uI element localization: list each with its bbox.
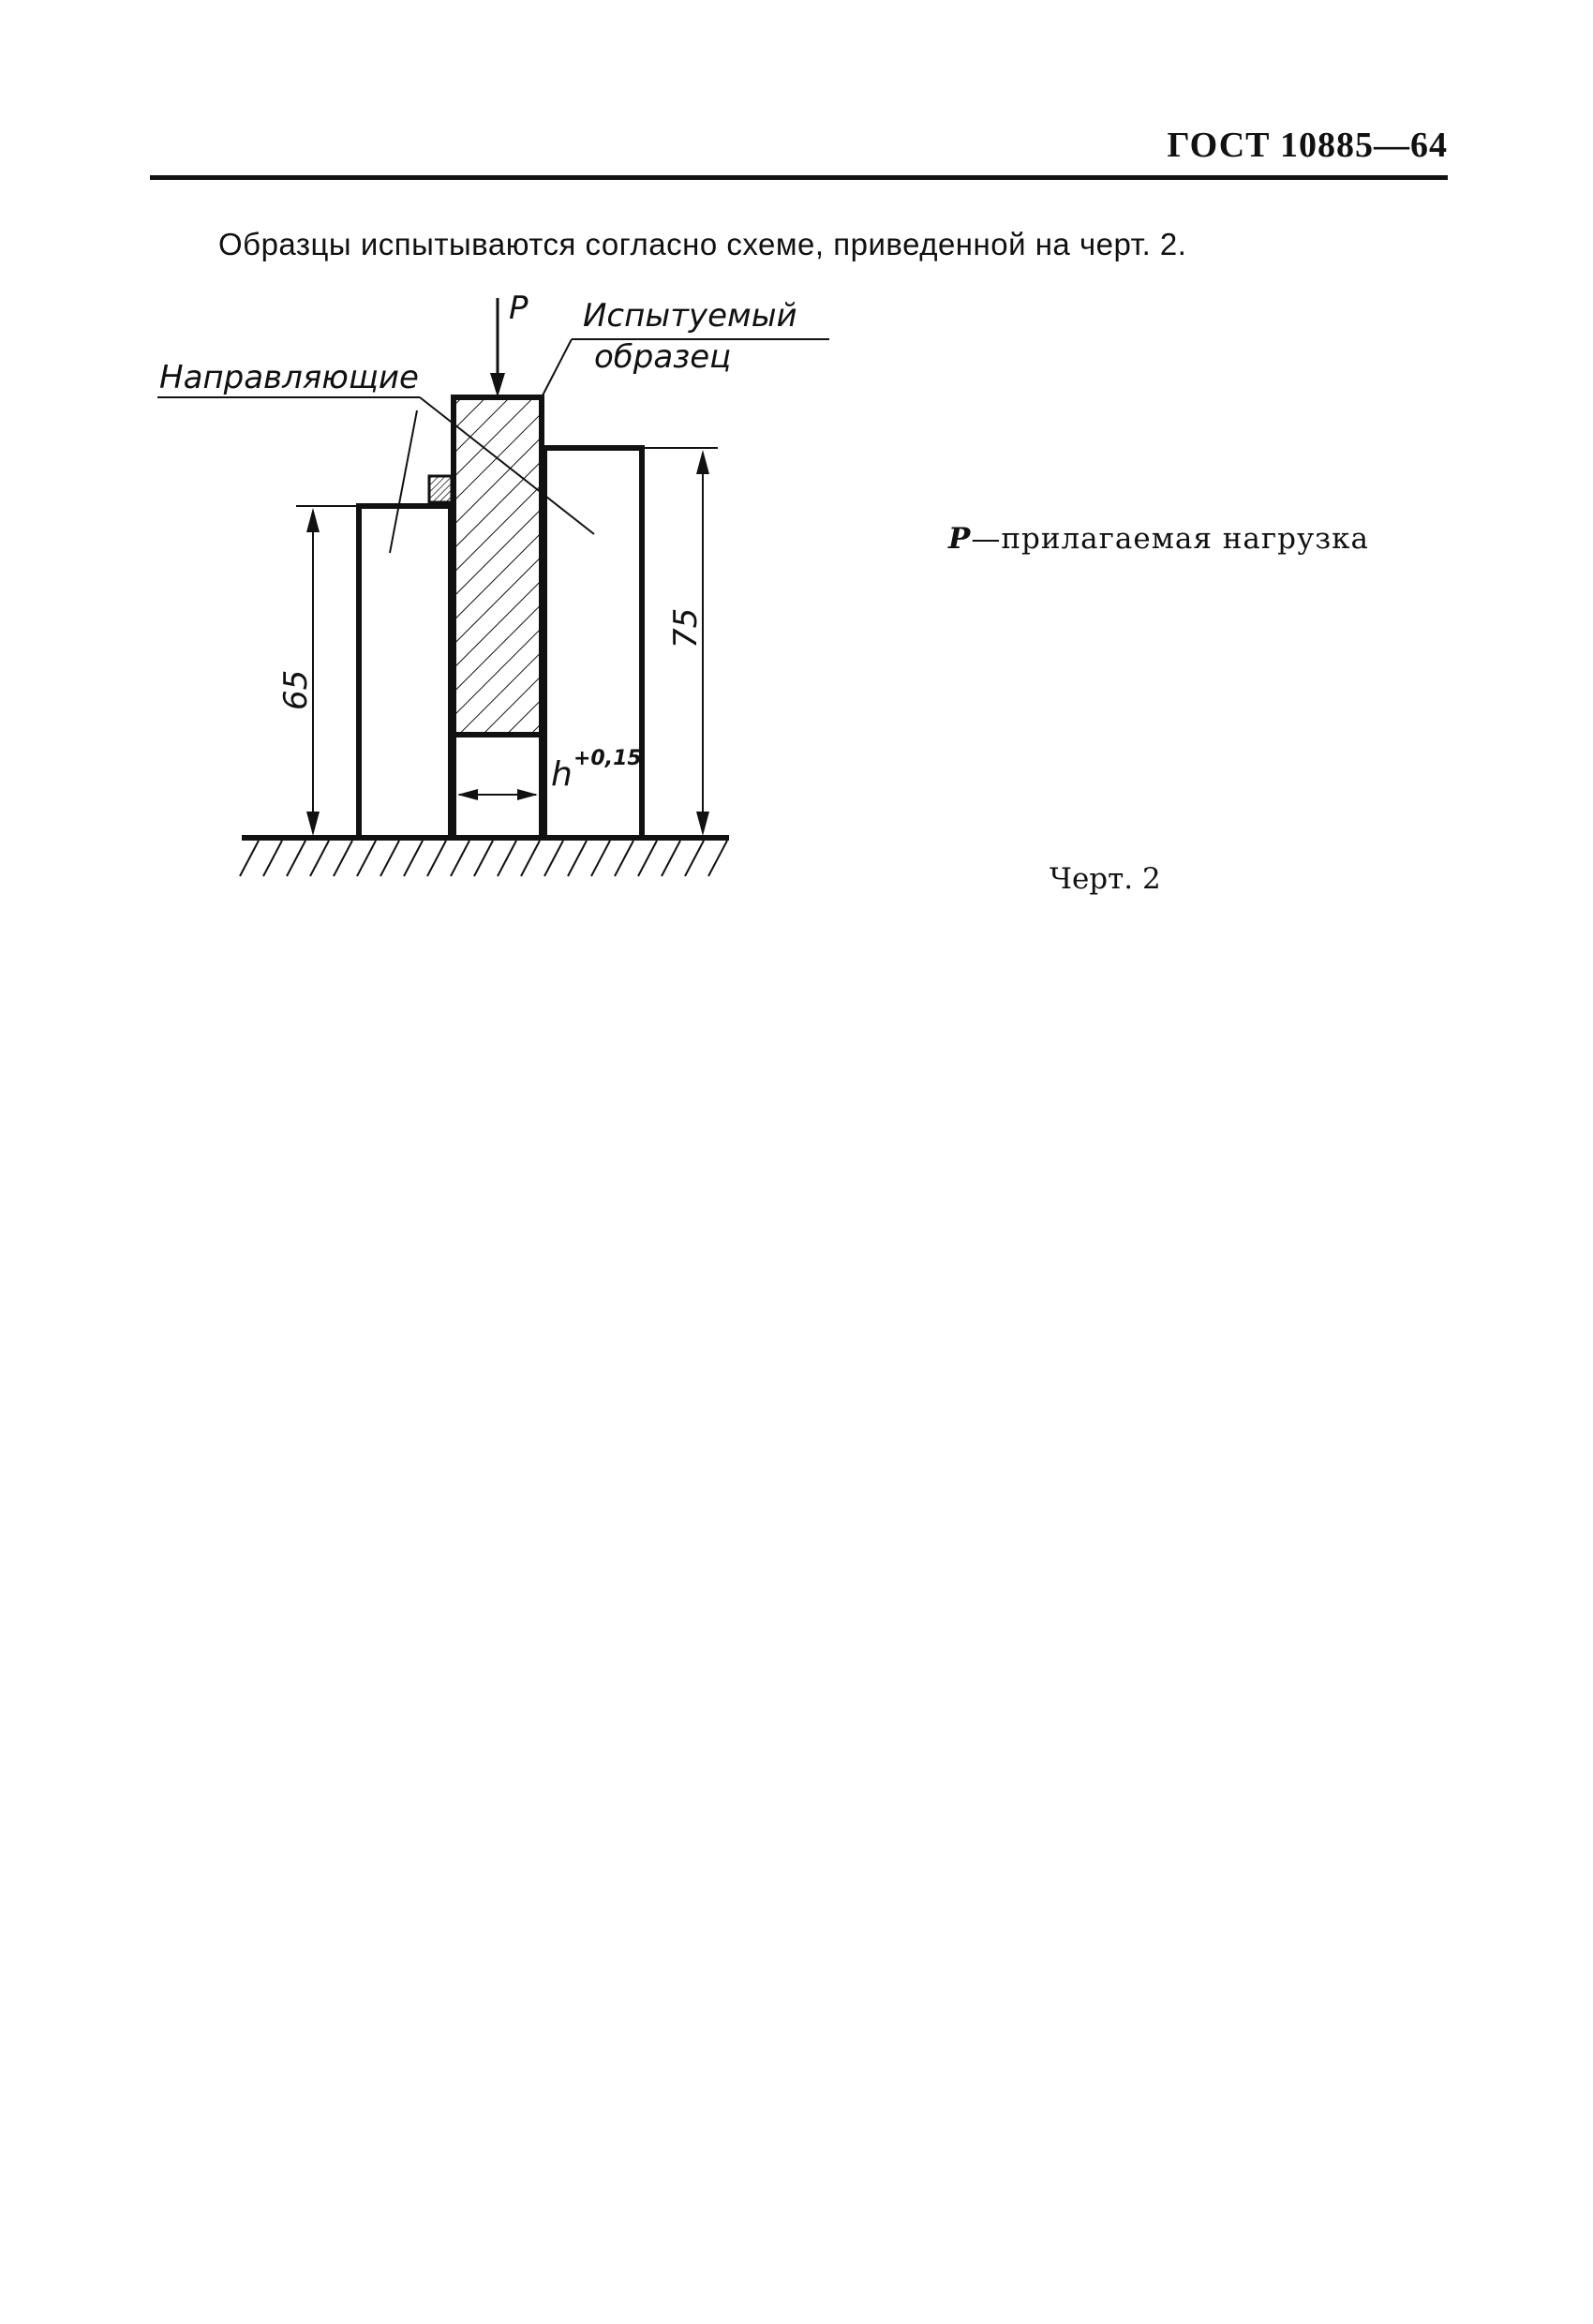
gap-symbol: h xyxy=(551,755,573,794)
gap-dimension xyxy=(457,789,538,800)
legend xyxy=(948,522,1369,556)
guides-label: Направляющие xyxy=(159,359,419,396)
gap-tolerance: +0,15 xyxy=(573,747,642,770)
figure-caption: Черт. 2 xyxy=(1050,862,1161,896)
legend-text: —прилагаемая нагрузка xyxy=(971,522,1369,556)
legend-symbol: P xyxy=(948,522,972,556)
specimen-channel xyxy=(454,735,542,838)
specimen-label-line1: Испытуемый xyxy=(583,297,797,335)
dimension-75-label: 75 xyxy=(667,607,705,648)
specimen-label-line2: образец xyxy=(594,338,732,376)
stop-block xyxy=(429,476,452,502)
dimension-65-label: 65 xyxy=(277,669,315,710)
load-label: P xyxy=(509,290,529,327)
test-specimen xyxy=(454,397,542,735)
intro-paragraph: Образцы испытываются согласно схеме, приведенной на черт. 2. xyxy=(218,227,1187,261)
left-guide-block xyxy=(359,506,451,838)
document-code: ГОСТ 10885—64 xyxy=(1167,126,1448,165)
load-arrow xyxy=(490,298,505,397)
base-ground xyxy=(240,838,729,876)
